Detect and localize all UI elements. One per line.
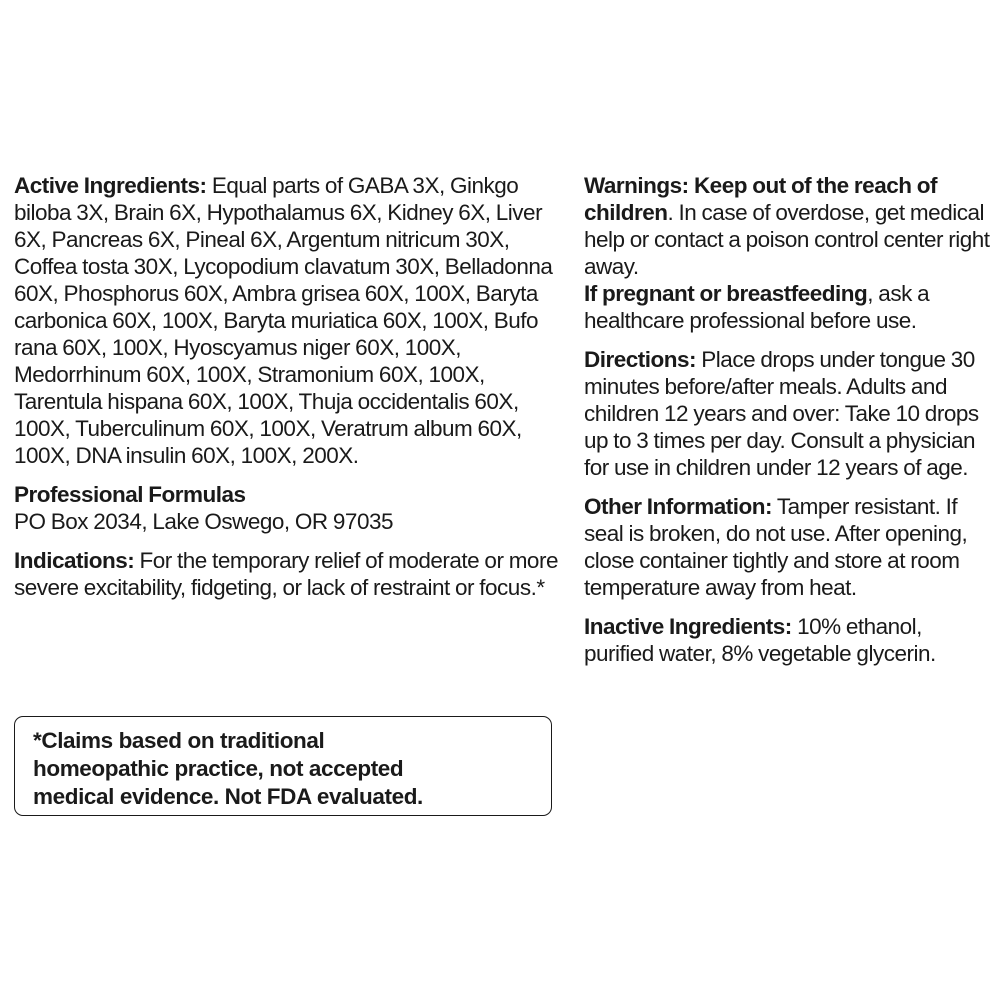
warnings-pregnant-rest: , ask a healthcare professional before use.: [584, 281, 930, 333]
directions-body: Place drops under tongue 30 minutes before/after meals. Adults and children 12 years and over: Take 10 drops up to 3 times per day. Consult a physician for use in children under 12 years of age.: [584, 347, 979, 480]
warnings-keep-out: Keep out of the reach of children: [584, 173, 937, 225]
inactive-ingredients-body: 10% ethanol, purified water, 8% vegetable glycerin.: [584, 614, 936, 666]
warnings-keep-out-rest: . In case of overdose, get medical help or contact a poison control center right away.: [584, 200, 990, 279]
active-ingredients-section: [14, 172, 562, 469]
active-ingredients-heading: Active Ingredients:: [14, 173, 207, 198]
indications-body: For the temporary relief of moderate or more severe excitability, fidgeting, or lack of restraint or focus.*: [14, 548, 558, 600]
warnings-pregnant: If pregnant or breastfeeding: [584, 281, 868, 306]
other-information-text: [584, 493, 994, 601]
directions-text: [584, 346, 994, 481]
inactive-ingredients-text: [584, 613, 994, 667]
inactive-ingredients-heading: Inactive Ingredients:: [584, 614, 792, 639]
active-ingredients-body: Equal parts of GABA 3X, Ginkgo biloba 3X, Brain 6X, Hypothalamus 6X, Kidney 6X, Liver 6X, Pancreas 6X, Pineal 6X, Argentum nitricum 30X, Coffea tosta 30X, Lycopodium clavatum 30X, Belladonna 60X, Phosphorus 60X, Ambra grisea 60X, 100X, Baryta carbonica 60X, 100X, Baryta muriatica 60X, 100X, Bufo rana 60X, 100X, Hyoscyamus niger 60X, 100X, Medorrhinum 60X, 100X, Stramonium 60X, 100X, Tarentula hispana 60X, 100X, Thuja occidentalis 60X, 100X, Tuberculinum 60X, 100X, Veratrum album 60X, 100X, DNA insulin 60X, 100X, 200X.: [14, 173, 553, 468]
company-name: Professional Formulas: [14, 482, 246, 507]
inactive-ingredients-section: [584, 613, 994, 667]
company-address: PO Box 2034, Lake Oswego, OR 97035: [14, 509, 393, 534]
indications-section: [14, 547, 562, 601]
disclaimer-box: [14, 716, 552, 816]
other-information-section: [584, 493, 994, 601]
warnings-text: [584, 172, 994, 280]
other-information-heading: Other Information:: [584, 494, 772, 519]
indications-heading: Indications:: [14, 548, 135, 573]
right-column: [584, 172, 994, 679]
disclaimer-line-2: homeopathic practice, not accepted: [33, 756, 404, 781]
directions-section: [584, 346, 994, 481]
active-ingredients-text: [14, 172, 562, 469]
disclaimer-line-1: *Claims based on traditional: [33, 728, 325, 753]
left-column: [14, 172, 562, 613]
directions-heading: Directions:: [584, 347, 697, 372]
disclaimer-line-3: medical evidence. Not FDA evaluated.: [33, 784, 423, 809]
warnings-pregnant-text: [584, 280, 994, 334]
indications-text: [14, 547, 562, 601]
warnings-section: [584, 172, 994, 334]
company-section: [14, 481, 562, 535]
other-information-body: Tamper resistant. If seal is broken, do not use. After opening, close container tightly and store at room temperature away from heat.: [584, 494, 968, 600]
warnings-heading: Warnings:: [584, 173, 689, 198]
